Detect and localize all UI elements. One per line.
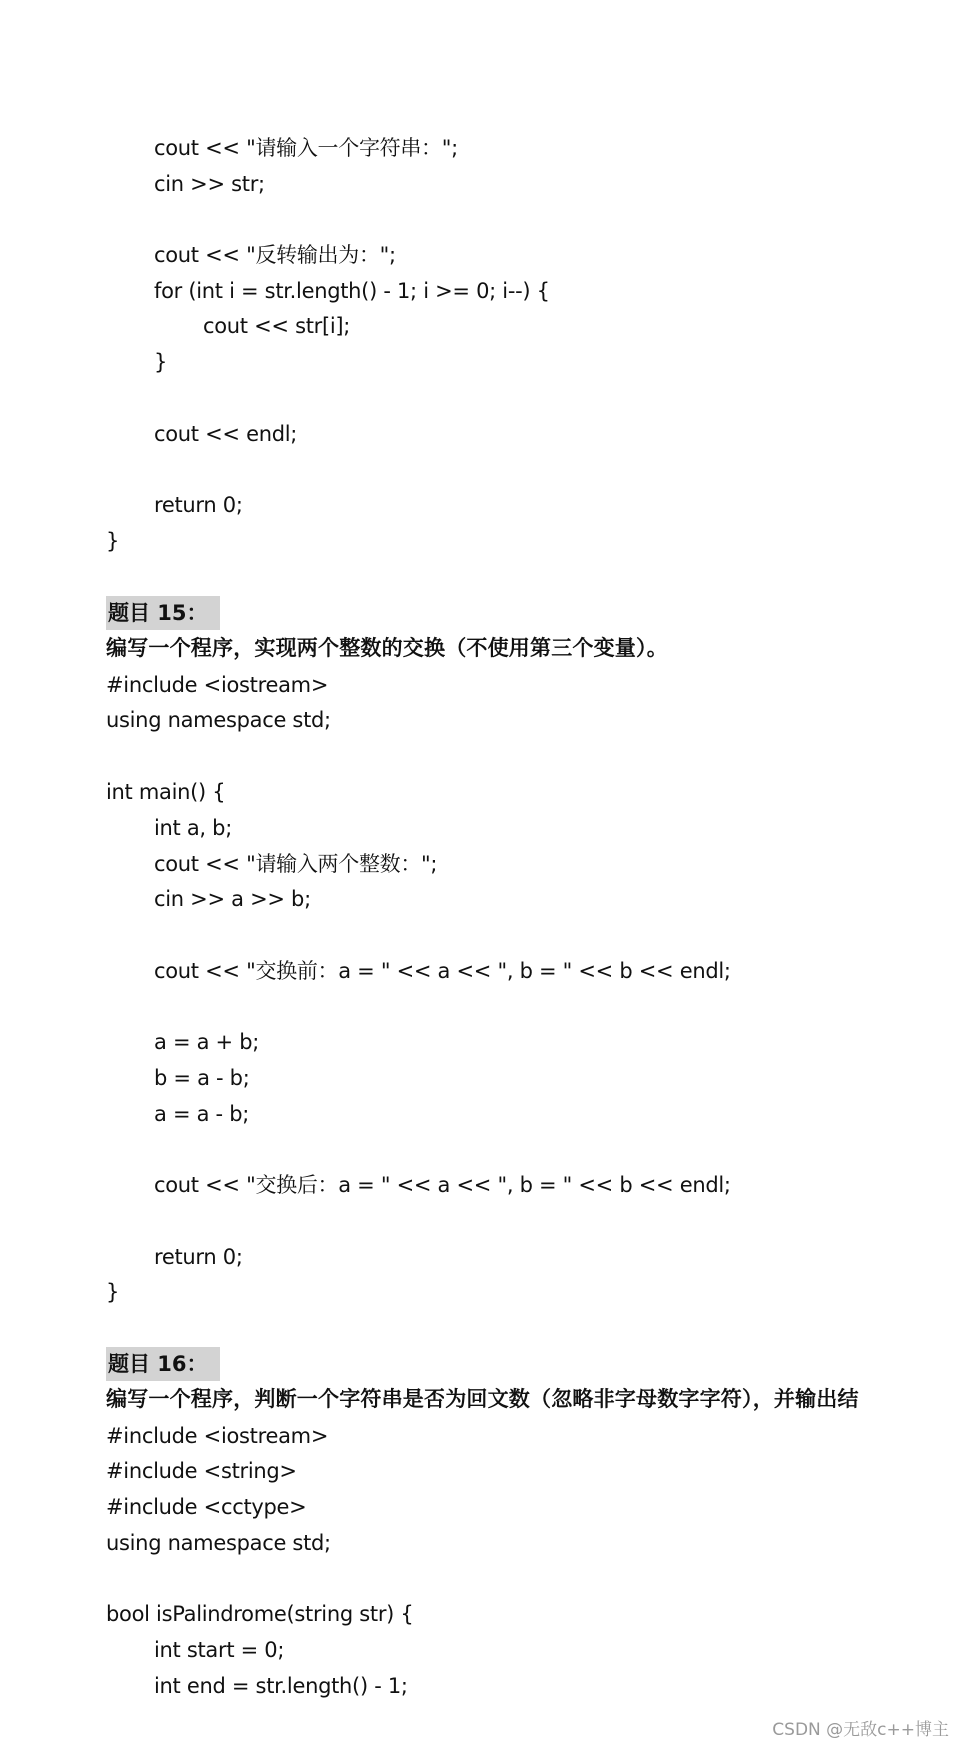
code-line: cin >> str; [154, 172, 265, 196]
code-line: using namespace std; [106, 708, 331, 732]
code-line: int end = str.length() - 1; [154, 1674, 408, 1698]
code-line: int start = 0; [154, 1638, 285, 1662]
code-line: cout << "反转输出为："; [154, 243, 396, 267]
code-line: cin >> a >> b; [154, 887, 311, 911]
code-line: cout << str[i]; [203, 314, 351, 338]
code-line: b = a - b; [154, 1066, 250, 1090]
code-line: a = a - b; [154, 1102, 250, 1126]
problem-15-heading: 题目 15： [106, 596, 220, 630]
code-line: a = a + b; [154, 1030, 260, 1054]
code-line: cout << "请输入两个整数："; [154, 852, 438, 876]
problem-15-question: 编写一个程序，实现两个整数的交换（不使用第三个变量）。 [106, 636, 668, 660]
code-line: cout << "交换前：a = " << a << ", b = " << b << endl; [154, 959, 731, 983]
code-line: #include <iostream> [106, 673, 329, 697]
code-line: for (int i = str.length() - 1; i >= 0; i--) { [154, 279, 550, 303]
code-line: return 0; [154, 493, 243, 517]
code-line: using namespace std; [106, 1531, 331, 1555]
code-line: } [106, 529, 120, 553]
problem-16-heading: 题目 16： [106, 1347, 220, 1381]
code-line: cout << endl; [154, 422, 298, 446]
code-line: int a, b; [154, 816, 232, 840]
code-line: bool isPalindrome(string str) { [106, 1602, 414, 1626]
code-line: } [106, 1280, 120, 1304]
code-line: return 0; [154, 1245, 243, 1269]
code-line: int main() { [106, 780, 226, 804]
code-line: } [154, 350, 168, 374]
code-line: #include <string> [106, 1459, 297, 1483]
problem-16-question: 编写一个程序，判断一个字符串是否为回文数（忽略非字母数字字符），并输出结 [106, 1387, 859, 1411]
code-line: cout << "交换后：a = " << a << ", b = " << b << endl; [154, 1173, 731, 1197]
code-line: #include <cctype> [106, 1495, 307, 1519]
code-line: #include <iostream> [106, 1424, 329, 1448]
csdn-watermark: CSDN @无敌c++博主 [772, 1720, 949, 1740]
code-line: cout << "请输入一个字符串："; [154, 136, 458, 160]
